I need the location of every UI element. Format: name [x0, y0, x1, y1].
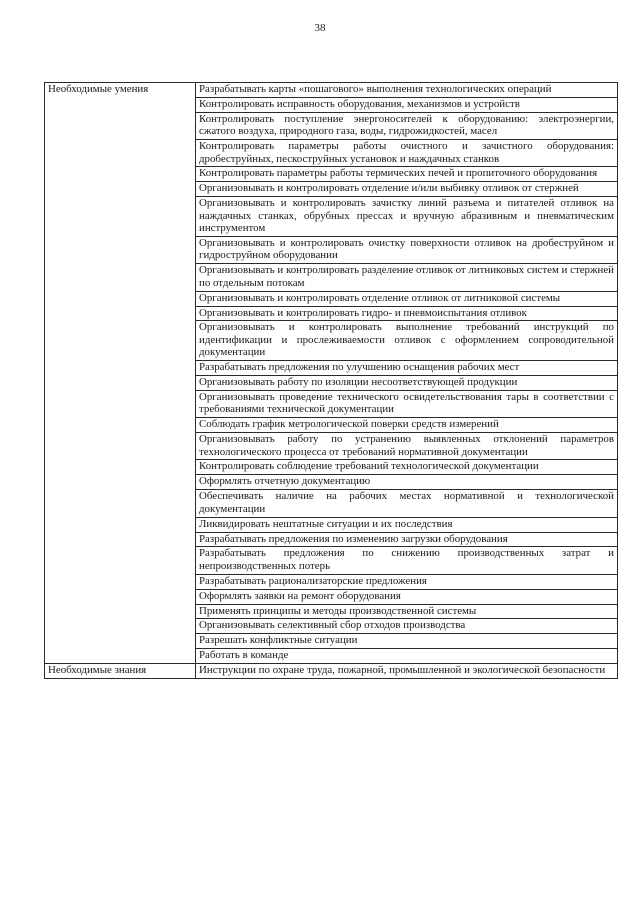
requirement-item: Оформлять заявки на ремонт оборудования: [196, 589, 618, 604]
requirements-table: [44, 82, 618, 679]
requirement-item: Организовывать работу по устранению выявленных отклонений параметров технологического процесса от требований нормативной документации: [196, 433, 618, 460]
page-number: 38: [314, 22, 326, 34]
requirement-item: Разрабатывать предложения по изменению загрузки оборудования: [196, 532, 618, 547]
requirement-item: Контролировать параметры работы термических печей и пропиточного оборудования: [196, 167, 618, 182]
requirement-item: Разрабатывать предложения по улучшению оснащения рабочих мест: [196, 361, 618, 376]
requirement-item: Организовывать и контролировать отделение и/или выбивку отливок от стержней: [196, 182, 618, 197]
requirement-item: Разрабатывать предложения по снижению производственных затрат и непроизводственных потерь: [196, 547, 618, 574]
table-row: [45, 83, 618, 98]
requirement-item: Применять принципы и методы производственной системы: [196, 604, 618, 619]
requirement-item: Организовывать работу по изоляции несоответствующей продукции: [196, 376, 618, 391]
requirement-item: Контролировать исправность оборудования, механизмов и устройств: [196, 97, 618, 112]
requirement-item: Разрешать конфликтные ситуации: [196, 634, 618, 649]
table-row: [45, 664, 618, 679]
section-label: Необходимые умения: [45, 83, 196, 664]
requirement-item: Организовывать проведение технического освидетельствования тары в соответствии с требованиями технической документации: [196, 390, 618, 417]
requirement-item: Организовывать и контролировать выполнение требований инструкций по идентификации и прослеживаемости отливок с оформлением сопроводительной документации: [196, 321, 618, 361]
requirement-item: Обеспечивать наличие на рабочих местах нормативной и технологической документации: [196, 490, 618, 517]
requirement-item: Организовывать и контролировать очистку поверхности отливок на дробеструйном и гидроструйном оборудовании: [196, 236, 618, 263]
requirement-item: Разрабатывать рационализаторские предложения: [196, 574, 618, 589]
requirements-table-body: [45, 83, 618, 679]
requirement-item: Организовывать селективный сбор отходов производства: [196, 619, 618, 634]
requirement-item: Организовывать и контролировать зачистку линий разъема и питателей отливок на наждачных станках, обрубных прессах и вручную абразивным и пневматическим инструментом: [196, 197, 618, 237]
requirement-item: Организовывать и контролировать разделение отливок от литниковых систем и стержней по отдельным потокам: [196, 264, 618, 291]
requirement-item: Организовывать и контролировать отделение отливок от литниковой системы: [196, 291, 618, 306]
requirement-item: Соблюдать график метрологической поверки средств измерений: [196, 418, 618, 433]
requirement-item: Оформлять отчетную документацию: [196, 475, 618, 490]
section-label: Необходимые знания: [45, 664, 196, 679]
requirement-item: Организовывать и контролировать гидро- и пневмоиспытания отливок: [196, 306, 618, 321]
requirement-item: Ликвидировать нештатные ситуации и их последствия: [196, 517, 618, 532]
requirement-item: Разрабатывать карты «пошагового» выполнения технологических операций: [196, 83, 618, 98]
requirement-item: Работать в команде: [196, 649, 618, 664]
requirement-item: Инструкции по охране труда, пожарной, промышленной и экологической безопасности: [196, 664, 618, 679]
requirement-item: Контролировать поступление энергоносителей к оборудованию: электроэнергии, сжатого воздуха, природного газа, воды, гидрожидкостей, масел: [196, 112, 618, 139]
requirement-item: Контролировать параметры работы очистного и зачистного оборудования: дробеструйных, пескоструйных установок и наждачных станков: [196, 140, 618, 167]
requirement-item: Контролировать соблюдение требований технологической документации: [196, 460, 618, 475]
